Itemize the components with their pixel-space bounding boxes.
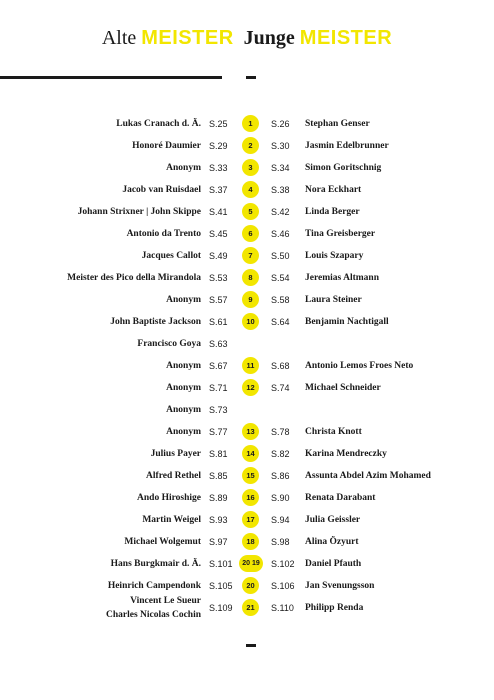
- old-master-name: [166, 403, 201, 417]
- young-master-page: S.50: [271, 251, 290, 261]
- old-master-name: [166, 359, 201, 373]
- young-master-name: Laura Steiner: [305, 295, 362, 305]
- table-row: [0, 180, 494, 200]
- old-master-name: [116, 117, 201, 131]
- old-master-page: S.41: [209, 207, 228, 217]
- old-master-name: [151, 447, 201, 461]
- old-master-name: [137, 491, 201, 505]
- table-row: [0, 444, 494, 464]
- old-master-name-line: Martin Weigel: [142, 515, 201, 525]
- old-master-name-line: Lukas Cranach d. Ä.: [116, 119, 201, 129]
- number-badge: 20 19: [239, 555, 263, 572]
- old-master-name: [127, 227, 201, 241]
- old-master-name-line: Heinrich Campendonk: [107, 581, 201, 591]
- old-master-name: [110, 315, 201, 329]
- old-master-name-line: Jacques Callot: [141, 251, 201, 261]
- young-master-page: S.110: [271, 603, 294, 613]
- number-badge: 12: [242, 379, 259, 396]
- number-badge: 6: [242, 225, 259, 242]
- old-master-name: [166, 425, 201, 439]
- old-master-page: S.25: [209, 119, 228, 129]
- young-master-page: S.54: [271, 273, 290, 283]
- title-junge: Junge: [243, 27, 295, 49]
- table-row: [0, 400, 494, 420]
- old-master-page: S.89: [209, 493, 228, 503]
- old-master-page: S.53: [209, 273, 228, 283]
- young-master-page: S.82: [271, 449, 290, 459]
- old-master-page: S.105: [209, 581, 233, 591]
- number-badge: 10: [242, 313, 259, 330]
- young-master-name: Tina Greisberger: [305, 229, 376, 239]
- young-master-page: S.38: [271, 185, 290, 195]
- old-master-page: S.37: [209, 185, 228, 195]
- young-master-name: Linda Berger: [305, 207, 360, 217]
- number-badge: 9: [242, 291, 259, 308]
- title-meister-1: MEISTER: [141, 27, 234, 49]
- table-row: [0, 114, 494, 134]
- table-row: [0, 532, 494, 552]
- old-master-name-line: Julius Payer: [150, 449, 201, 459]
- old-master-page: S.81: [209, 449, 228, 459]
- table-row: [0, 598, 494, 618]
- table-row: [0, 378, 494, 398]
- young-master-page: S.30: [271, 141, 290, 151]
- old-master-name: [166, 381, 201, 395]
- young-master-page: S.68: [271, 361, 290, 371]
- number-badge: 18: [242, 533, 259, 550]
- old-master-name-line: Anonym: [166, 383, 201, 393]
- table-row: [0, 334, 494, 354]
- table-row: [0, 466, 494, 486]
- table-row: [0, 510, 494, 530]
- table-row: [0, 312, 494, 332]
- old-master-name-line: Antonio da Trento: [126, 229, 201, 239]
- table-row: [0, 268, 494, 288]
- table-row: [0, 422, 494, 442]
- young-master-page: S.34: [271, 163, 290, 173]
- old-master-page: S.67: [209, 361, 228, 371]
- old-master-page: S.45: [209, 229, 228, 239]
- old-master-name-line: Meister des Pico della Mirandola: [67, 273, 201, 283]
- table-row: [0, 136, 494, 156]
- old-master-name: [132, 139, 201, 153]
- old-master-name: [122, 183, 201, 197]
- young-master-name: Antonio Lemos Froes Neto: [305, 361, 414, 371]
- young-master-page: S.58: [271, 295, 290, 305]
- old-master-name-line: Michael Wolgemut: [124, 537, 201, 547]
- old-master-name-line: Vincent Le Sueur: [130, 596, 201, 606]
- number-badge: 8: [242, 269, 259, 286]
- footer-dash: [246, 644, 256, 647]
- number-badge: 21: [242, 599, 259, 616]
- young-master-page: S.90: [271, 493, 290, 503]
- old-master-page: S.63: [209, 339, 228, 349]
- number-badge: 11: [242, 357, 259, 374]
- old-master-name: [142, 513, 201, 527]
- old-master-name: [124, 535, 201, 549]
- table-row: [0, 290, 494, 310]
- old-master-name: [142, 249, 201, 263]
- young-master-page: S.106: [271, 581, 295, 591]
- old-master-page: S.97: [209, 537, 228, 547]
- number-badge: 15: [242, 467, 259, 484]
- number-badge: 2: [242, 137, 259, 154]
- young-master-page: S.78: [271, 427, 290, 437]
- number-badge: 7: [242, 247, 259, 264]
- old-master-name: [111, 557, 201, 571]
- young-master-page: S.74: [271, 383, 290, 393]
- young-master-page: S.102: [271, 559, 295, 569]
- young-master-name: Renata Darabant: [305, 493, 376, 503]
- number-badge: 14: [242, 445, 259, 462]
- old-master-name: [108, 579, 201, 593]
- number-badge: 4: [242, 181, 259, 198]
- young-master-name: Assunta Abdel Azim Mohamed: [305, 471, 431, 481]
- young-master-name: Jan Svenungsson: [305, 581, 375, 591]
- young-master-name: Michael Schneider: [305, 383, 381, 393]
- old-master-name: [106, 594, 201, 622]
- table-row: [0, 202, 494, 222]
- old-master-page: S.57: [209, 295, 228, 305]
- old-master-name-line: Alfred Rethel: [146, 471, 201, 481]
- old-master-page: S.93: [209, 515, 228, 525]
- old-master-page: S.109: [209, 603, 233, 613]
- young-master-name: Philipp Renda: [305, 603, 364, 613]
- table-row: [0, 356, 494, 376]
- old-master-name-line: Anonym: [166, 163, 201, 173]
- old-master-page: S.101: [209, 559, 233, 569]
- young-master-name: Christa Knott: [305, 427, 362, 437]
- old-master-name-line: Anonym: [166, 405, 201, 415]
- young-master-page: S.94: [271, 515, 290, 525]
- old-master-page: S.73: [209, 405, 228, 415]
- old-master-name: [166, 161, 201, 175]
- old-master-name-line: Anonym: [166, 427, 201, 437]
- table-row: [0, 246, 494, 266]
- old-master-page: S.33: [209, 163, 228, 173]
- number-badge: 5: [242, 203, 259, 220]
- old-master-page: S.49: [209, 251, 228, 261]
- young-master-name: Simon Goritschnig: [305, 163, 382, 173]
- old-master-name-line-2: Charles Nicolas Cochin: [106, 610, 201, 620]
- young-master-name: Daniel Pfauth: [305, 559, 362, 569]
- title-meister-2: MEISTER: [299, 27, 393, 49]
- young-master-name: Benjamin Nachtigall: [305, 317, 389, 327]
- old-master-name-line: Ando Hiroshige: [137, 493, 201, 503]
- table-row: [0, 554, 494, 574]
- old-master-page: S.29: [209, 141, 228, 151]
- number-badge: 13: [242, 423, 259, 440]
- young-master-name: Jeremias Altmann: [305, 273, 379, 283]
- table-row: [0, 576, 494, 596]
- old-master-name-line: Francisco Goya: [137, 339, 201, 349]
- table-row: [0, 158, 494, 178]
- old-master-name-line: Honoré Daumier: [132, 141, 201, 151]
- table-row: [0, 488, 494, 508]
- young-master-name: Alina Özyurt: [305, 537, 359, 547]
- old-master-page: S.85: [209, 471, 228, 481]
- number-badge: 3: [242, 159, 259, 176]
- young-master-name: Julia Geissler: [305, 515, 361, 525]
- young-master-page: S.46: [271, 229, 290, 239]
- young-master-name: Karina Mendreczky: [305, 449, 387, 459]
- number-badge: 17: [242, 511, 259, 528]
- old-master-page: S.71: [209, 383, 228, 393]
- number-badge: 20: [242, 577, 259, 594]
- number-badge: 1: [242, 115, 259, 132]
- old-master-name-line: John Baptiste Jackson: [110, 317, 201, 327]
- old-master-name: [78, 205, 201, 219]
- old-master-name-line: Johann Strixner | John Skippe: [77, 207, 201, 217]
- old-master-name: [137, 337, 201, 351]
- old-master-name: [166, 293, 201, 307]
- young-master-page: S.98: [271, 537, 290, 547]
- old-master-name: [146, 469, 201, 483]
- young-master-name: Louis Szapary: [305, 251, 364, 261]
- old-master-name-line: Jacob van Ruisdael: [122, 185, 201, 195]
- old-master-name: [67, 271, 201, 285]
- old-master-name-line: Anonym: [166, 361, 201, 371]
- young-master-name: Jasmin Edelbrunner: [305, 141, 389, 151]
- young-master-page: S.26: [271, 119, 290, 129]
- young-master-name: Nora Eckhart: [305, 185, 362, 195]
- young-master-page: S.42: [271, 207, 290, 217]
- old-master-name-line: Hans Burgkmair d. Ä.: [110, 559, 201, 569]
- old-master-page: S.77: [209, 427, 228, 437]
- old-master-name-line: Anonym: [166, 295, 201, 305]
- young-master-page: S.86: [271, 471, 290, 481]
- old-master-page: S.61: [209, 317, 228, 327]
- title-alte: Alte: [101, 27, 137, 49]
- number-badge: 16: [242, 489, 259, 506]
- young-master-page: S.64: [271, 317, 290, 327]
- table-row: [0, 224, 494, 244]
- young-master-name: Stephan Genser: [305, 119, 370, 129]
